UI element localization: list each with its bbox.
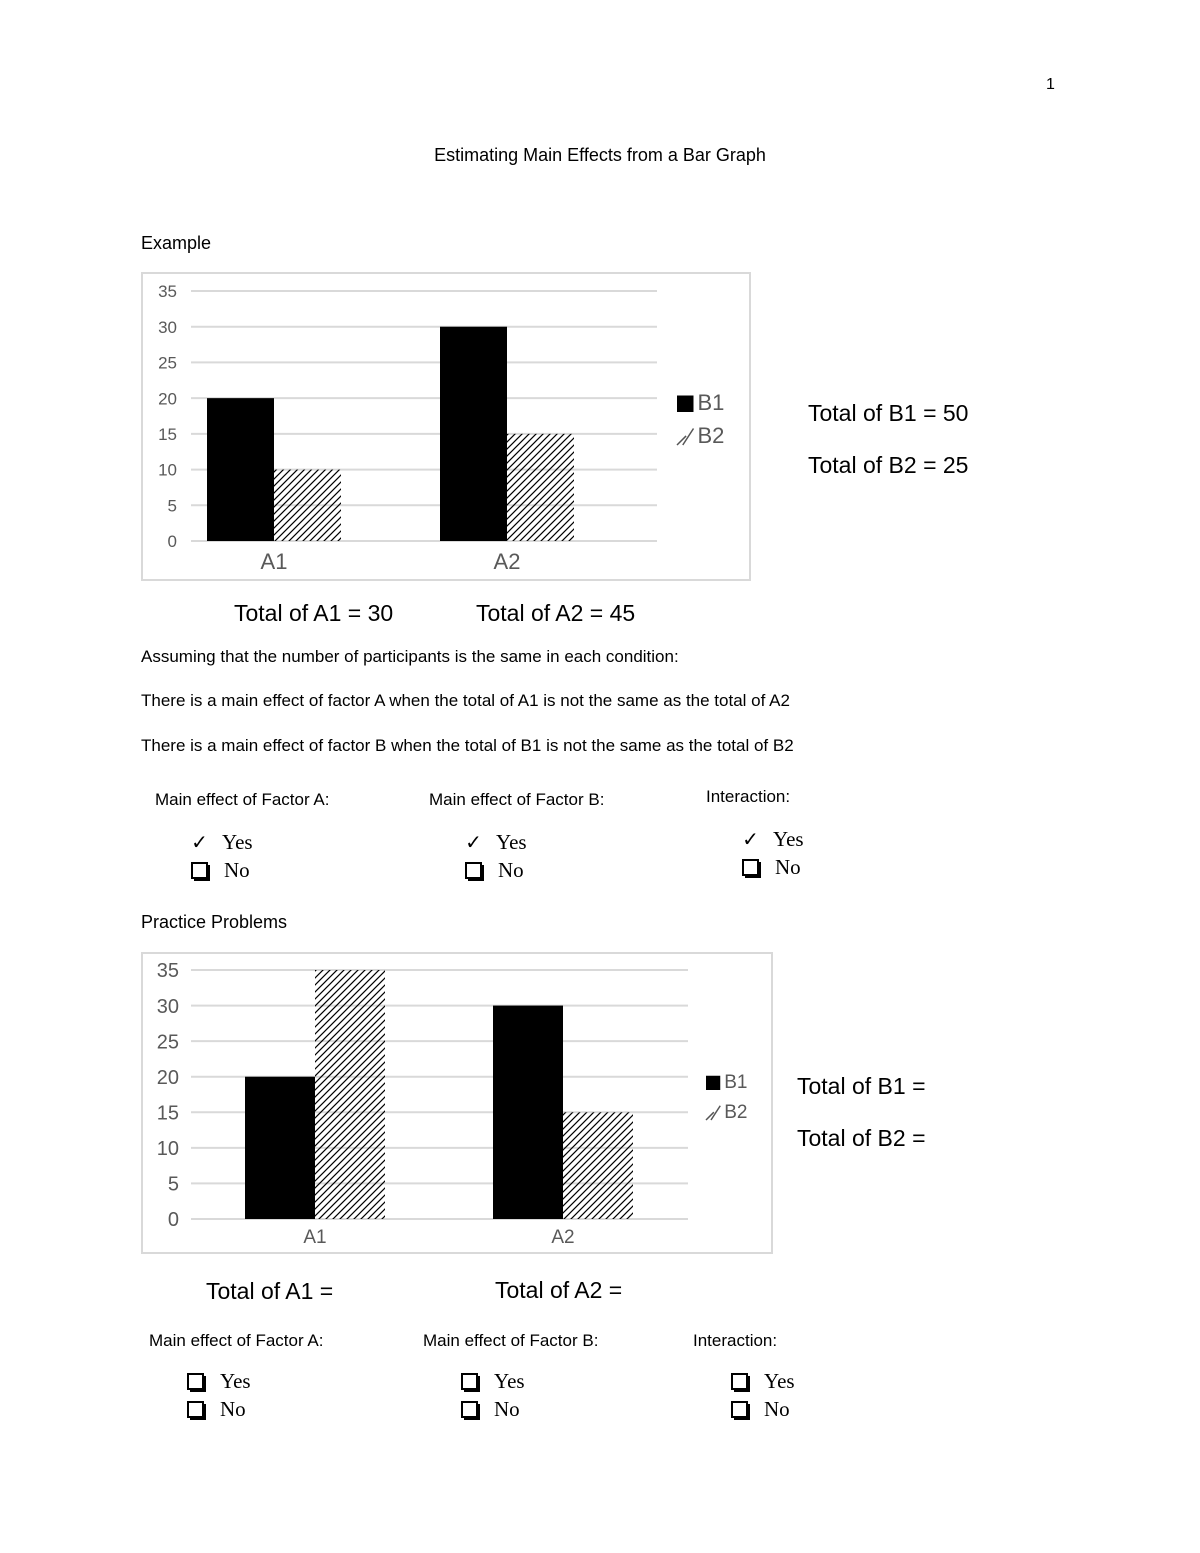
bar-b2-a2 (563, 1112, 633, 1219)
legend-label-b2: B2 (724, 1102, 748, 1123)
y-tick-label: 35 (156, 960, 179, 983)
y-tick-label: 30 (156, 995, 179, 1018)
option-yes[interactable] (185, 1367, 324, 1395)
practice-question-interaction (693, 1331, 795, 1423)
option-no[interactable] (185, 1395, 324, 1423)
y-tick-label: 10 (158, 460, 177, 480)
checkbox-icon (187, 1373, 204, 1390)
legend-swatch-b1 (706, 1076, 720, 1090)
option-no[interactable] (459, 1395, 598, 1423)
example-question-factor-b (429, 790, 604, 884)
y-tick-label: 15 (158, 424, 177, 444)
legend-label-b2: B2 (697, 423, 725, 448)
checkbox-icon (187, 1401, 204, 1418)
option-yes-label: Yes (496, 829, 527, 854)
option-no[interactable] (740, 853, 804, 881)
option-yes-label: Yes (220, 1368, 251, 1393)
practice-total-a1: Total of A1 = (206, 1278, 334, 1304)
question-label: Main effect of Factor B: (429, 790, 605, 809)
example-total-a1: Total of A1 = 30 (234, 600, 394, 626)
bar-b2-a1 (274, 470, 341, 541)
checkmark-icon: ✓ (465, 831, 482, 854)
checkbox-icon (465, 862, 482, 879)
practice-total-a2: Total of A2 = (495, 1277, 623, 1303)
practice-total-b2: Total of B2 = (797, 1125, 926, 1151)
checkbox-icon (461, 1373, 478, 1390)
bar-b1-a1 (245, 1077, 315, 1219)
example-total-b2: Total of B2 = 25 (808, 452, 969, 478)
practice-question-factor-a (149, 1331, 324, 1423)
option-no-label: No (498, 857, 524, 882)
checkbox-icon (461, 1401, 478, 1418)
y-tick-label: 20 (158, 389, 177, 409)
x-category-label: A1 (260, 549, 288, 574)
practice-question-factor-b (423, 1331, 598, 1423)
question-label: Main effect of Factor A: (149, 1331, 324, 1350)
example-chart-svg (143, 274, 749, 579)
legend-swatch-b1 (677, 396, 694, 413)
practice-heading: Practice Problems (141, 912, 288, 932)
legend-swatch-b2 (677, 429, 694, 446)
assumption-text: Assuming that the number of participants is the same in each condition: (141, 647, 679, 666)
option-yes[interactable] (740, 825, 804, 853)
checkbox-icon (731, 1401, 748, 1418)
example-question-factor-a (155, 790, 330, 884)
option-yes[interactable] (459, 1367, 598, 1395)
x-category-label: A2 (551, 1227, 575, 1248)
checkbox-icon (731, 1373, 748, 1390)
option-yes-label: Yes (773, 826, 804, 851)
option-no[interactable] (189, 856, 330, 884)
practice-total-b1: Total of B1 = (797, 1073, 926, 1099)
legend-swatch-b2 (706, 1106, 720, 1120)
option-no[interactable] (463, 856, 604, 884)
checkmark-icon: ✓ (742, 828, 759, 851)
example-total-b1: Total of B1 = 50 (808, 400, 969, 426)
legend-label-b1: B1 (697, 390, 725, 415)
y-tick-label: 10 (156, 1138, 179, 1161)
checkbox-icon (191, 862, 208, 879)
question-label: Main effect of Factor A: (155, 790, 330, 809)
y-tick-label: 0 (167, 1209, 179, 1232)
option-no-label: No (220, 1396, 246, 1421)
example-total-a2: Total of A2 = 45 (476, 600, 636, 626)
x-category-label: A1 (303, 1227, 327, 1248)
y-tick-label: 25 (156, 1031, 179, 1054)
example-chart (141, 272, 751, 581)
bar-b2-a2 (507, 434, 574, 541)
option-no-label: No (775, 854, 801, 879)
bar-b1-a2 (493, 1006, 563, 1219)
option-yes-label: Yes (494, 1368, 525, 1393)
bar-b1-a2 (440, 327, 507, 541)
checkmark-icon: ✓ (191, 831, 208, 854)
option-yes[interactable] (729, 1367, 795, 1395)
document-title: Estimating Main Effects from a Bar Graph (434, 145, 766, 165)
y-tick-label: 20 (156, 1066, 179, 1089)
y-tick-label: 5 (167, 1173, 179, 1196)
rule-factor-b: There is a main effect of factor B when the total of B1 is not the same as the total of B2 (141, 736, 794, 755)
option-yes[interactable] (189, 828, 330, 856)
option-no-label: No (764, 1396, 790, 1421)
option-yes[interactable] (463, 828, 604, 856)
y-tick-label: 5 (167, 496, 177, 516)
bar-b2-a1 (315, 970, 385, 1219)
example-question-interaction (706, 787, 804, 881)
bar-b1-a1 (207, 398, 274, 541)
option-yes-label: Yes (222, 829, 253, 854)
checkbox-icon (742, 859, 759, 876)
rule-factor-a: There is a main effect of factor A when the total of A1 is not the same as the total of A2 (141, 691, 790, 710)
question-label: Interaction: (693, 1331, 778, 1350)
legend-label-b1: B1 (724, 1072, 748, 1093)
question-label: Interaction: (706, 787, 791, 806)
question-label: Main effect of Factor B: (423, 1331, 599, 1350)
y-tick-label: 35 (158, 282, 177, 302)
y-tick-label: 30 (158, 317, 177, 337)
page-number: 1 (1046, 76, 1055, 93)
option-no-label: No (224, 857, 250, 882)
option-yes-label: Yes (764, 1368, 795, 1393)
practice-chart-svg (143, 954, 771, 1252)
option-no-label: No (494, 1396, 520, 1421)
option-no[interactable] (729, 1395, 795, 1423)
y-tick-label: 0 (167, 532, 177, 552)
practice-chart (141, 952, 773, 1254)
x-category-label: A2 (493, 549, 521, 574)
y-tick-label: 25 (158, 353, 177, 373)
y-tick-label: 15 (156, 1102, 179, 1125)
example-heading: Example (141, 233, 212, 253)
